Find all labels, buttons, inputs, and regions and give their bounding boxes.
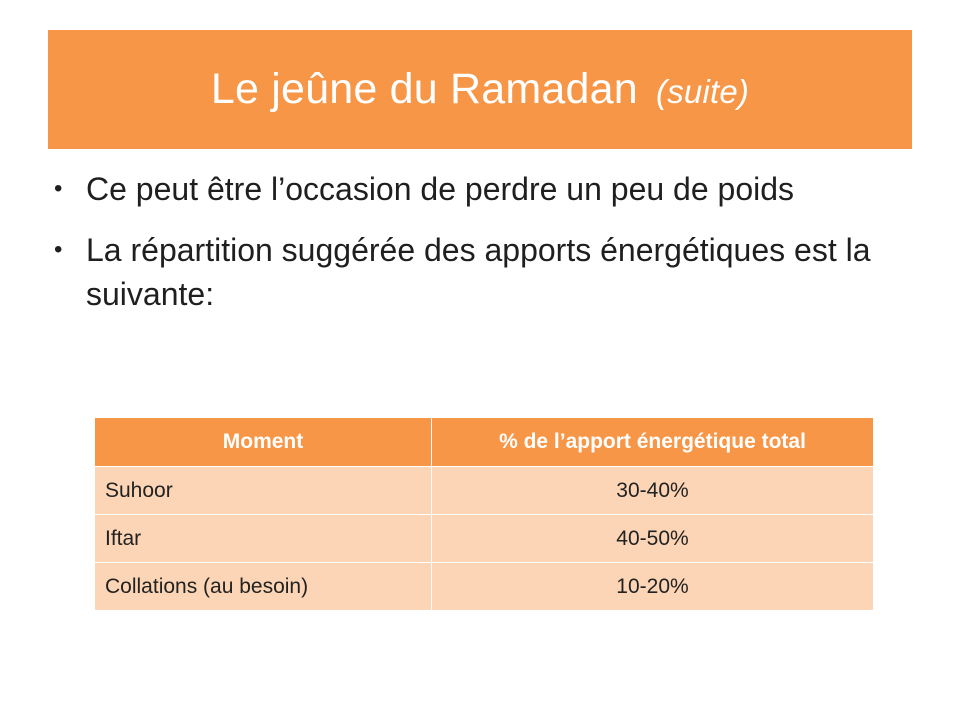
table-cell-moment: Suhoor (95, 467, 432, 515)
table-row (95, 563, 873, 611)
slide-title (211, 65, 749, 114)
table-row (95, 467, 873, 515)
bullet-dot-icon: • (54, 236, 63, 263)
table-header-row (95, 418, 873, 467)
table-cell-percentage: 40-50% (432, 515, 874, 563)
table-cell-moment: Collations (au besoin) (95, 563, 432, 611)
energy-intake-table (95, 418, 873, 610)
bullet-text: La répartition suggérée des apports énergétiques est la suivante: (86, 232, 871, 312)
slide-subtitle: (suite) (656, 73, 750, 110)
table-row (95, 515, 873, 563)
bullet-list (54, 167, 894, 333)
column-header-percentage: % de l’apport énergétique total (432, 418, 874, 467)
bullet-text: Ce peut être l’occasion de perdre un peu de poids (86, 171, 795, 207)
slide-title-text: Le jeûne du Ramadan (210, 65, 638, 113)
bullet-item (54, 228, 894, 316)
table-cell-percentage: 10-20% (432, 563, 874, 611)
bullet-dot-icon: • (54, 175, 63, 202)
table-cell-percentage: 30-40% (432, 467, 874, 515)
bullet-item (54, 167, 894, 211)
column-header-moment: Moment (95, 418, 432, 467)
title-bar (48, 30, 912, 149)
table-cell-moment: Iftar (95, 515, 432, 563)
